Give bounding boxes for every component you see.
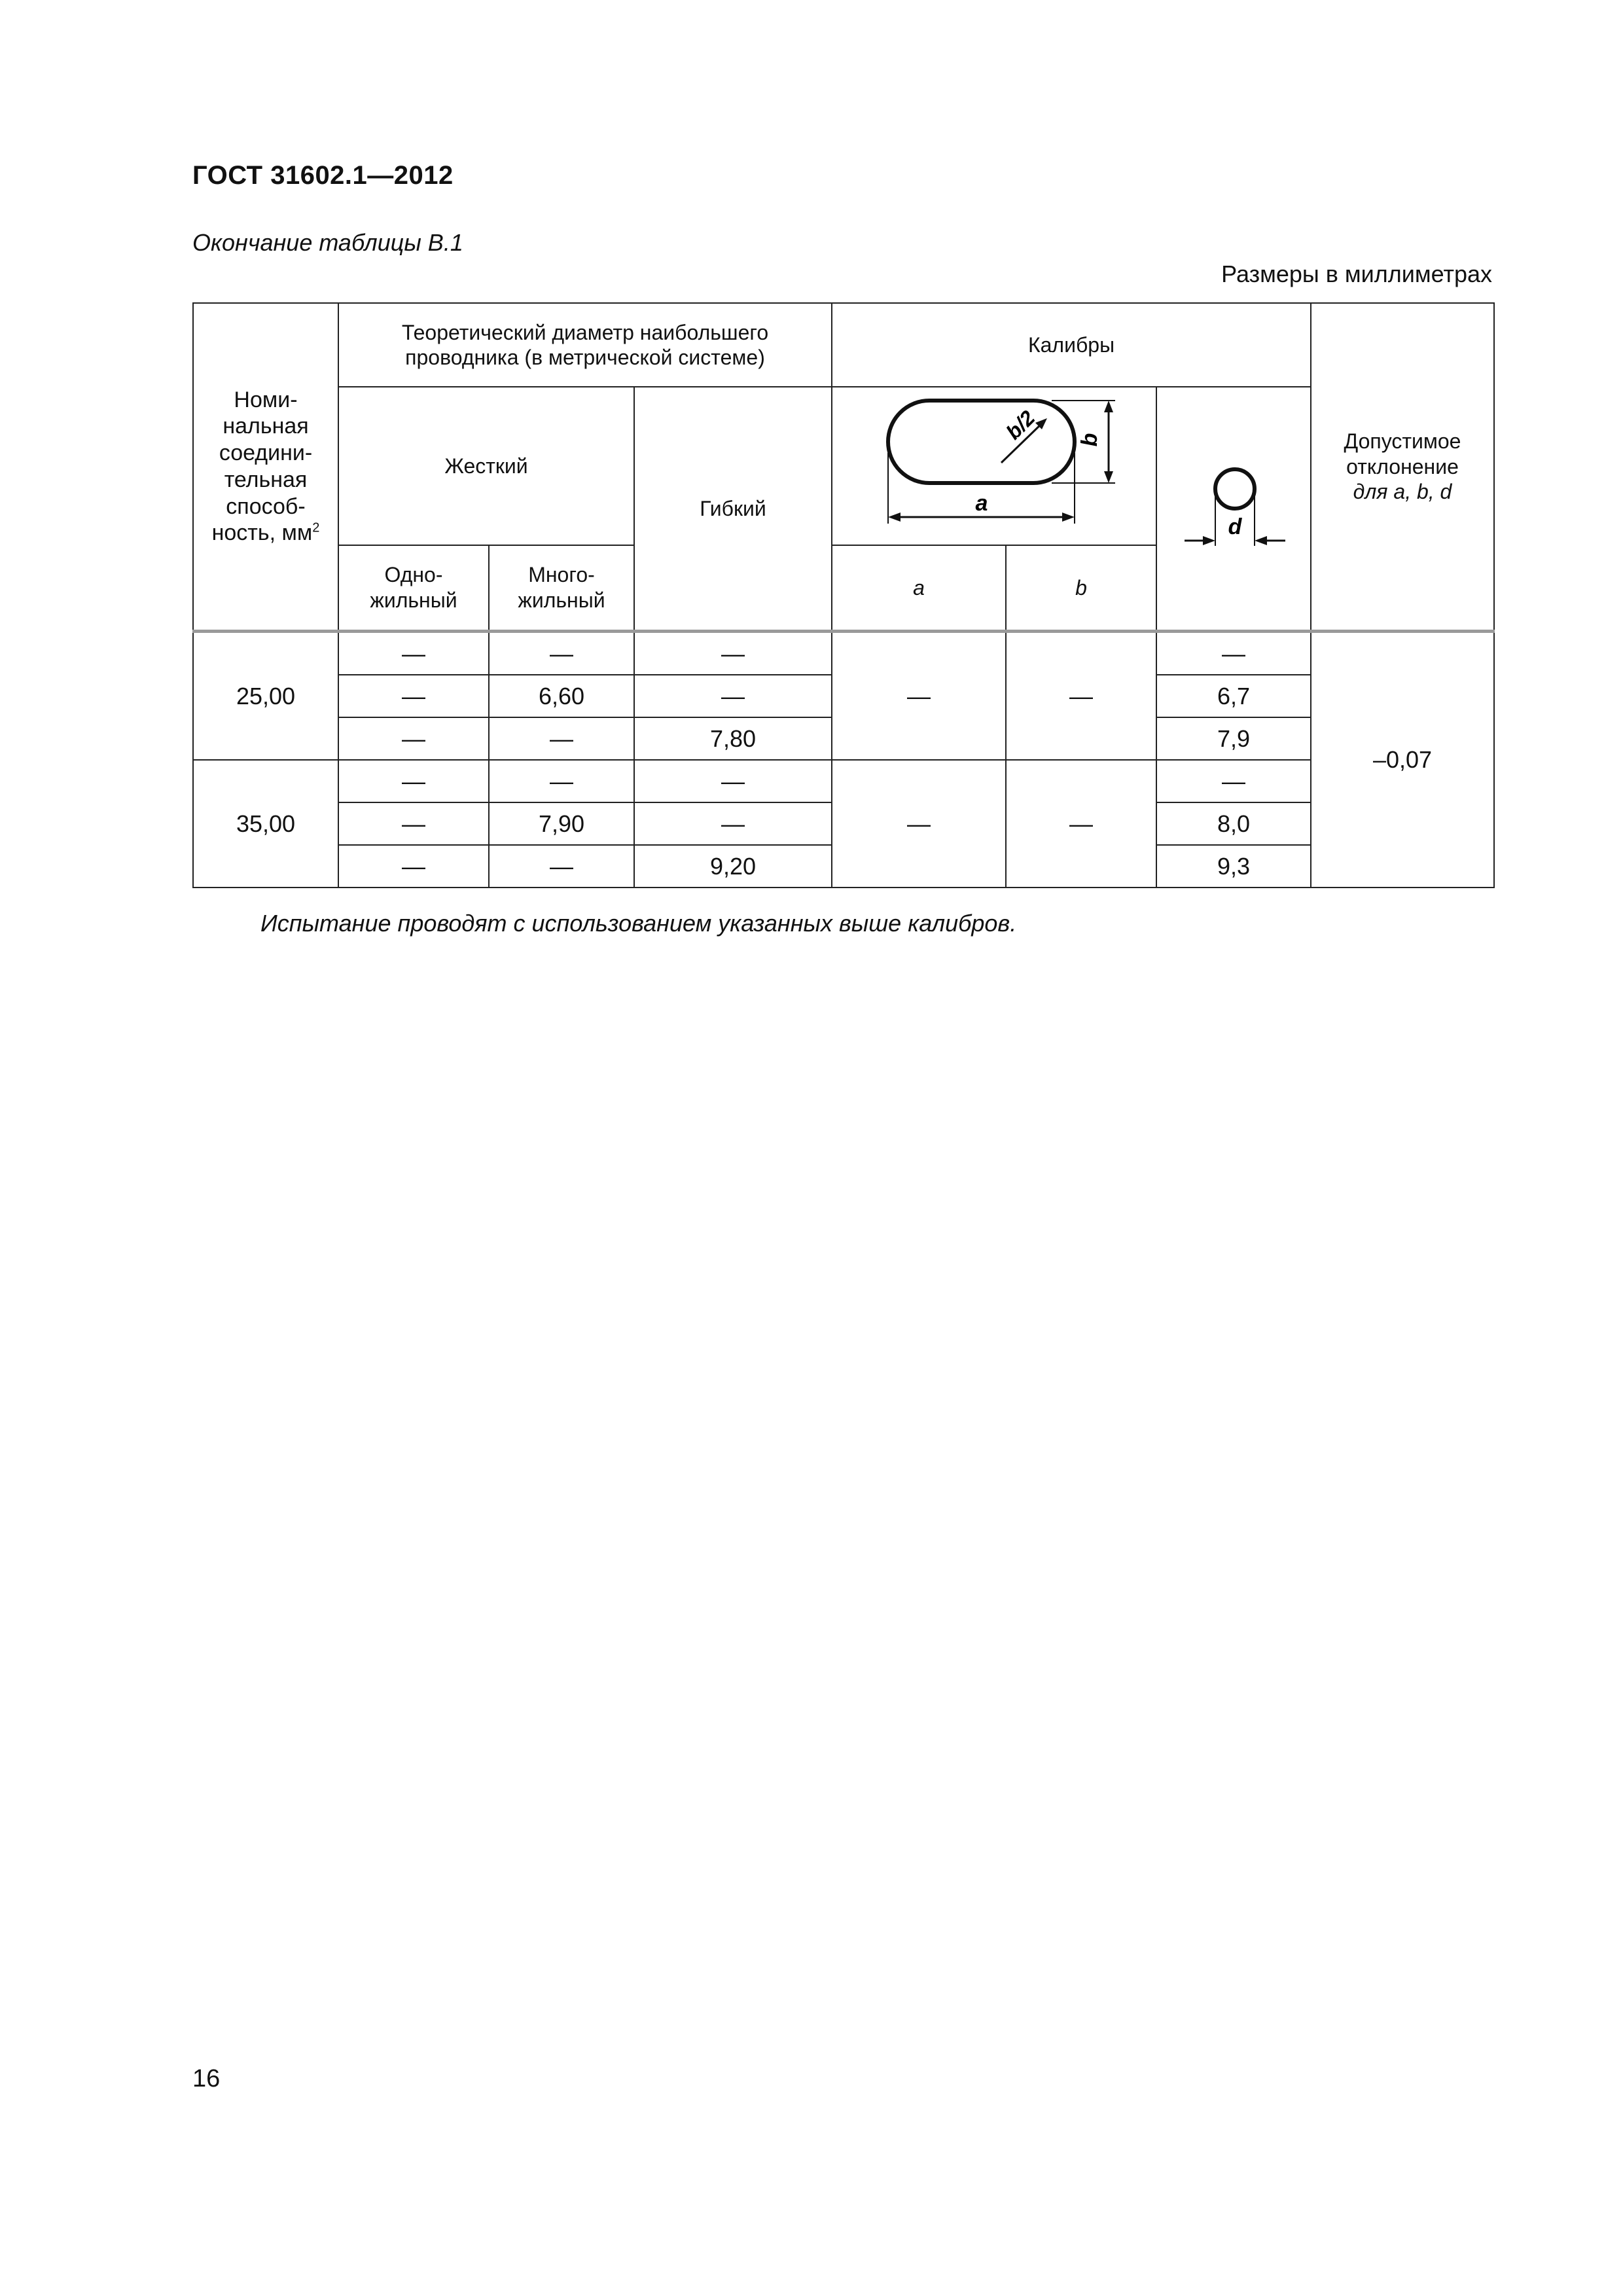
gauge-a-cell: — (832, 760, 1006, 888)
round-gauge-diagram (1158, 394, 1309, 617)
header-rigid: Жесткий (338, 387, 634, 545)
tolerance-cell: –0,07 (1311, 631, 1494, 888)
multi-core-cell: — (489, 845, 634, 888)
flexible-cell: 9,20 (634, 845, 832, 888)
page-number: 16 (192, 2065, 221, 2092)
table-row (193, 631, 1494, 675)
single-core-cell: — (338, 675, 489, 717)
table-caption: Окончание таблицы В.1 (192, 229, 463, 256)
header-multi-core: Много- жильный (489, 545, 634, 632)
nominal-capacity-cell: 35,00 (193, 760, 338, 888)
single-core-cell: — (338, 760, 489, 802)
gauge-b-cell: — (1006, 631, 1156, 760)
gauge-d-cell: 6,7 (1156, 675, 1311, 717)
header-flexible: Гибкий (634, 387, 832, 631)
gauge-b-cell: — (1006, 760, 1156, 888)
single-core-cell: — (338, 717, 489, 760)
multi-core-cell: — (489, 760, 634, 802)
gauge-d-cell: — (1156, 631, 1311, 675)
gauge-d-cell: — (1156, 760, 1311, 802)
slot-shape (888, 401, 1075, 483)
slot-gauge-diagram-cell (832, 387, 1156, 545)
header-gauges: Калибры (832, 303, 1311, 387)
multi-core-cell: 7,90 (489, 802, 634, 845)
single-core-cell: — (338, 631, 489, 675)
gauge-d-cell: 7,9 (1156, 717, 1311, 760)
a-dimension-label: a (975, 491, 988, 516)
single-core-cell: — (338, 845, 489, 888)
flexible-cell: — (634, 802, 832, 845)
gauge-d-cell: 8,0 (1156, 802, 1311, 845)
units-note: Размеры в миллиметрах (1221, 260, 1492, 287)
flexible-cell: 7,80 (634, 717, 832, 760)
b-dimension-label: b (1077, 433, 1103, 447)
test-note: Испытание проводят с использованием указанных выше калибров. (260, 910, 1017, 937)
multi-core-cell: 6,60 (489, 675, 634, 717)
header-nominal-capacity: Номи- нальная соедини- тельная способ- ность, $мм^2$ (193, 303, 338, 631)
b-half-dimension-label: b/2 (1001, 406, 1040, 444)
flexible-cell: — (634, 760, 832, 802)
round-gauge-diagram-cell (1156, 387, 1311, 631)
multi-core-cell: — (489, 717, 634, 760)
round-shape (1215, 469, 1255, 509)
header-single-core: Одно- жильный (338, 545, 489, 632)
table-row (193, 760, 1494, 802)
flexible-cell: — (634, 631, 832, 675)
header-tolerance: Допустимое отклонение для a, b, d (1311, 303, 1494, 631)
document-title: ГОСТ 31602.1—2012 (192, 161, 454, 190)
header-a: a (832, 545, 1006, 632)
gauge-d-cell: 9,3 (1156, 845, 1311, 888)
gauge-table (192, 302, 1495, 888)
single-core-cell: — (338, 802, 489, 845)
multi-core-cell: — (489, 631, 634, 675)
gauge-a-cell: — (832, 631, 1006, 760)
flexible-cell: — (634, 675, 832, 717)
slot-gauge-diagram (832, 387, 1157, 538)
header-theoretical-diameter: Теоретический диаметр наибольшего проводника (в метрической системе) (338, 303, 832, 387)
header-b: b (1006, 545, 1156, 632)
nominal-capacity-cell: 25,00 (193, 631, 338, 760)
d-dimension-label: d (1228, 514, 1242, 539)
